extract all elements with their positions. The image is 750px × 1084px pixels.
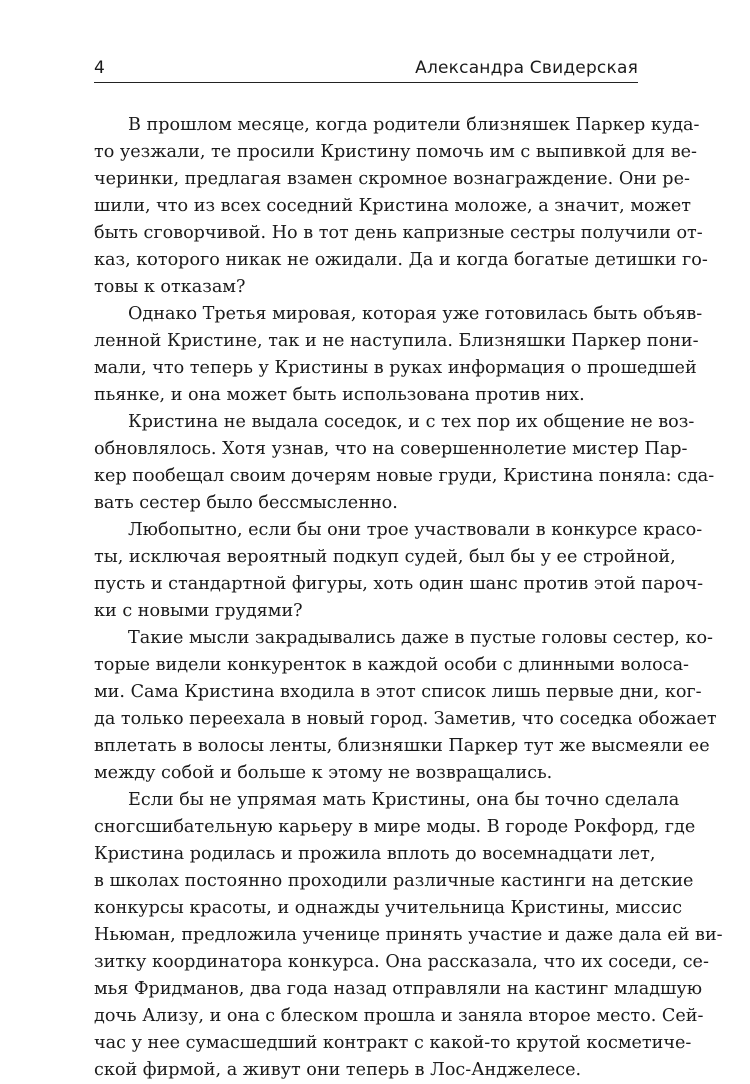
text-line: мали, что теперь у Кристины в руках информация о прошедшей [94,358,697,378]
paragraph [94,625,717,787]
text-line: дочь Ализу, и она с блеском прошла и заняла второе место. Сей- [94,1006,704,1026]
text-line: ки с новыми грудями? [94,601,303,621]
paragraph [94,409,715,517]
text-line: ленной Кристине, так и не наступила. Близняшки Паркер пони- [94,331,699,351]
text-line: в школах постоянно проходили различные кастинги на детские [94,871,694,891]
header-rule [94,82,638,83]
text-line: то уезжали, те просили Кристину помочь им с выпивкой для ве- [94,142,698,162]
running-head [94,52,638,78]
text-line: час у нее сумасшедший контракт с какой-то крутой косметиче- [94,1033,692,1053]
text-line: Любопытно, если бы они трое участвовали в конкурсе красо- [128,520,703,540]
text-line: сногсшибательную карьеру в мире моды. В городе Рокфорд, где [94,817,696,837]
text-line: да только переехала в новый город. Заметив, что соседка обожает [94,709,717,729]
text-line: В прошлом месяце, когда родители близняшек Паркер куда- [128,115,700,135]
text-line: Такие мысли закрадывались даже в пустые головы сестер, ко- [128,628,713,648]
text-line: между собой и больше к этому не возвращались. [94,763,553,783]
text-line: кер пообещал своим дочерям новые груди, Кристина поняла: сда- [94,466,715,486]
text-line: обновлялось. Хотя узнав, что на совершеннолетие мистер Пар- [94,439,688,459]
text-line: товы к отказам? [94,277,246,297]
body-text [94,112,723,1084]
text-line: каз, которого никак не ожидали. Да и когда богатые детишки го- [94,250,708,270]
author-name: Александра Свидерская [415,58,638,78]
text-line: быть сговорчивой. Но в тот день капризные сестры получили от- [94,223,703,243]
paragraph [94,112,708,301]
text-line: шили, что из всех соседний Кристина моложе, а значит, может [94,196,691,216]
text-line: ми. Сама Кристина входила в этот список лишь первые дни, ког- [94,682,702,702]
text-line: Кристина родилась и прожила вплоть до восемнадцати лет, [94,844,656,864]
text-line: Если бы не упрямая мать Кристины, она бы точно сделала [128,790,680,810]
text-line: конкурсы красоты, и однажды учительница Кристины, миссис [94,898,683,918]
text-line: Однако Третья мировая, которая уже готовилась быть объяв- [128,304,703,324]
text-line: ской фирмой, а живут они теперь в Лос-Анджелесе. [94,1060,582,1080]
text-line: торые видели конкуренток в каждой особи с длинными волоса- [94,655,690,675]
text-line: зитку координатора конкурса. Она рассказала, что их соседи, се- [94,952,709,972]
paragraph [94,517,704,625]
text-line: пьянке, и она может быть использована против них. [94,385,585,405]
text-line: вплетать в волосы ленты, близняшки Паркер тут же высмеяли ее [94,736,710,756]
text-line: вать сестер было бессмысленно. [94,493,398,513]
page-number: 4 [94,58,106,78]
text-line: мья Фридманов, два года назад отправляли на кастинг младшую [94,979,703,999]
text-line: Кристина не выдала соседок, и с тех пор их общение не воз- [128,412,695,432]
text-line: черинки, предлагая взамен скромное вознаграждение. Они ре- [94,169,690,189]
text-line: пусть и стандартной фигуры, хоть один шанс против этой пароч- [94,574,704,594]
paragraph [94,787,723,1084]
text-line: ты, исключая вероятный подкуп судей, был бы у ее стройной, [94,547,676,567]
paragraph [94,301,703,409]
text-line: Ньюман, предложила ученице принять участие и даже дала ей ви- [94,925,723,945]
